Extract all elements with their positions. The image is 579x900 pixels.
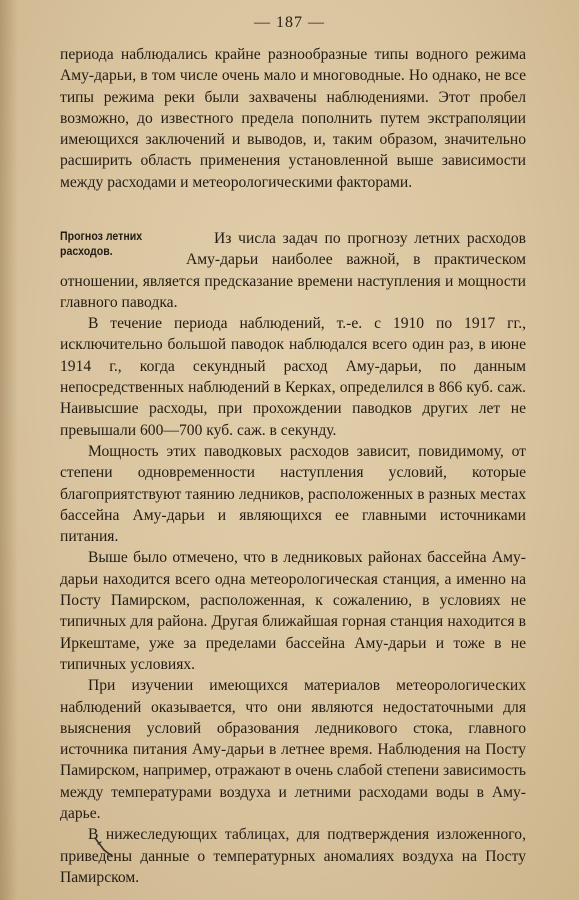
paragraph-text: При изучении имеющихся материалов метеорологических наблюдений оказывается, что они являются недостаточными для выяснения условий образования ледникового стока, главного источника питания Аму-дарьи в летнее время. Наблюдения на Посту Памирском, например, отражают в очень слабой степени зависимость между температурами воздуха и летними расходами воды в Аму-дарье. [60,677,526,823]
paragraph-text: В течение периода наблюдений, т.-е. с 1910 по 1917 гг., исключительно большой паводок наблюдался всего один раз, в июне 1914 г., когда секундный расход Аму-дарьи, по данным непосредственных наблюдений в Керках, определился в 866 куб. саж. Наивысшие расходы, при прохождении паводков других лет не превышали 600—700 куб. саж. в секунду. [60,315,526,439]
paragraph-text: Выше было отмечено, что в ледниковых районах бассейна Аму-дарьи находится всего одна метеорологическая станция, а именно на Посту Памирском, расположенная, к сожалению, в условиях не типичных для района. Другая ближайшая горная станция находится в Иркештаме, уже за пределами бассейна Аму-дарьи и тоже в не типичных условиях. [60,549,526,673]
paragraph-text: Из числа задач по прогнозу летних расходов Аму-дарьи наиболее важной, в практическом отношении, является предсказание времени наступления и мощности главного паводка. [60,230,526,311]
pencil-mark-icon [92,836,116,858]
paragraph-continuation [60,44,526,193]
forecast-section [60,228,526,888]
paragraph-text: Мощность этих паводковых расходов зависит, повидимому, от степени одновременности наступления условий, которые благоприятствуют таянию ледников, расположенных в разных местах бассейна Аму-дарьи и являющихся ее главными источниками питания. [60,442,526,546]
paragraph-text: В нижеследующих таблицах, для подтверждения изложенного, приведены данные о температурных аномалиях воздуха на Посту Памирском. [60,826,526,886]
page-number: — 187 — [254,14,325,31]
side-heading: Прогноз летних расходов. [60,231,143,258]
paragraph-text: периода наблюдались крайне разнообразные типы водного режима Аму-дарьи, в том числе очень мало и многоводные. Но однако, не все типы режима реки были захвачены наблюдениями. Этот пробел возможно, до известного предела пополнить путем экстраполяции имеющихся заключений и выводов, и, таким образом, значительно расширить область применения установленной выше зависимости между расходами и метеорологическими факторами. [60,46,526,191]
